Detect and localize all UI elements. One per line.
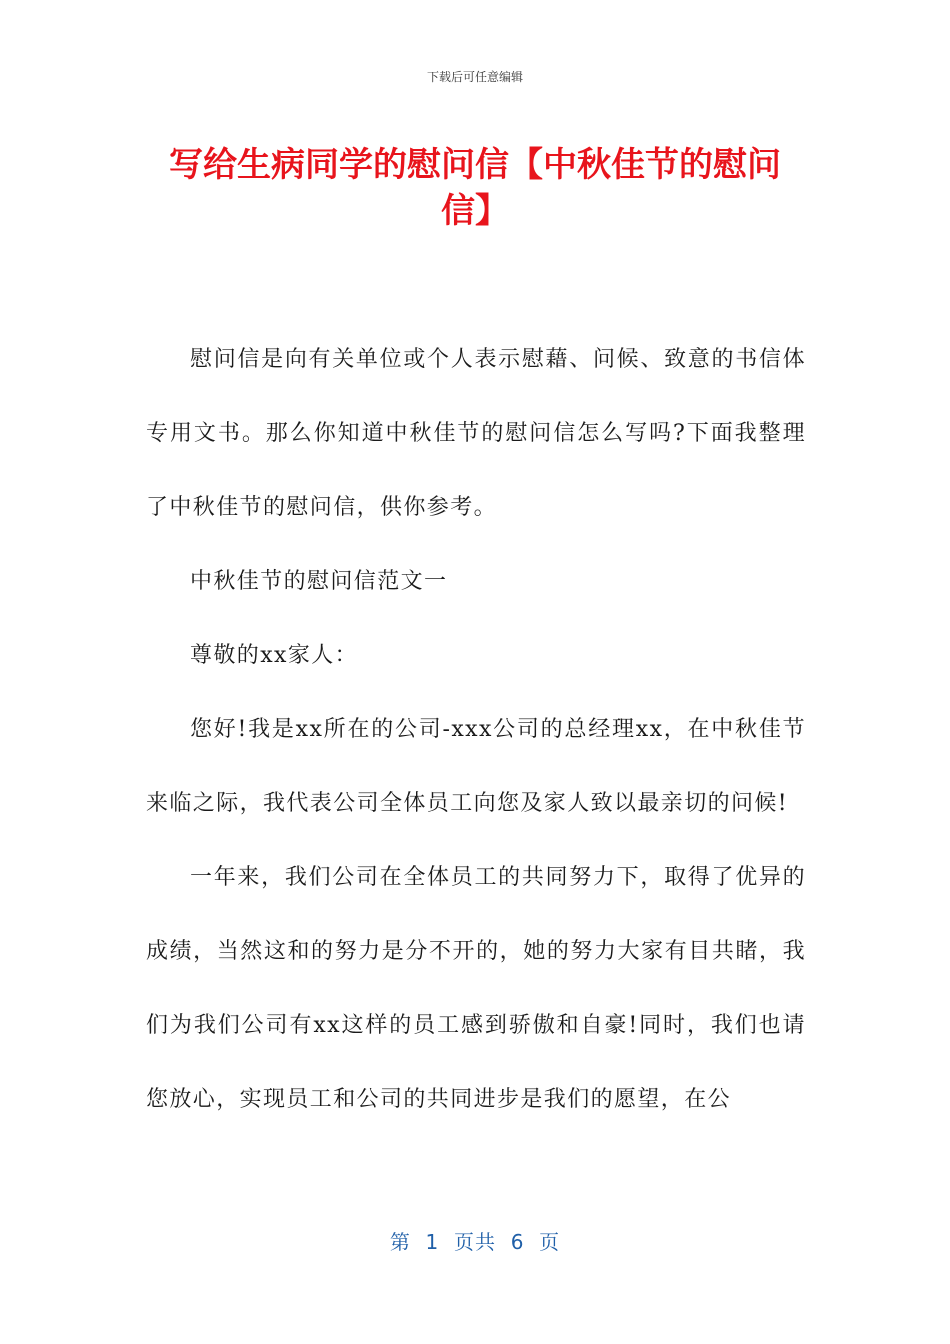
paragraph-body: 一年来，我们公司在全体员工的共同努力下，取得了优异的成绩，当然这和的努力是分不开的，她的努力大家有目共睹，我们为我们公司有xx这样的员工感到骄傲和自豪!同时，我们也请您放心，实现员工和公司的共同进步是我们的愿望，在公 [146, 865, 806, 1112]
document-title: 写给生病同学的慰问信【中秋佳节的慰问信】 [169, 145, 781, 231]
paragraph-intro: 慰问信是向有关单位或个人表示慰藉、问候、致意的书信体专用文书。那么你知道中秋佳节的慰问信怎么写吗?下面我整理了中秋佳节的慰问信，供你参考。 [146, 347, 806, 520]
paragraph-greeting: 您好!我是xx所在的公司-xxx公司的总经理xx，在中秋佳节来临之际，我代表公司全体员工向您及家人致以最亲切的问候! [146, 717, 806, 816]
document-body [146, 323, 806, 1137]
paragraph-section-heading: 中秋佳节的慰问信范文一 [190, 569, 448, 594]
page-number-footer: 第 1 页共 6 页 [389, 1230, 561, 1254]
paragraph-salutation: 尊敬的xx家人： [190, 643, 359, 668]
header-note: 下载后可任意编辑 [426, 70, 523, 84]
